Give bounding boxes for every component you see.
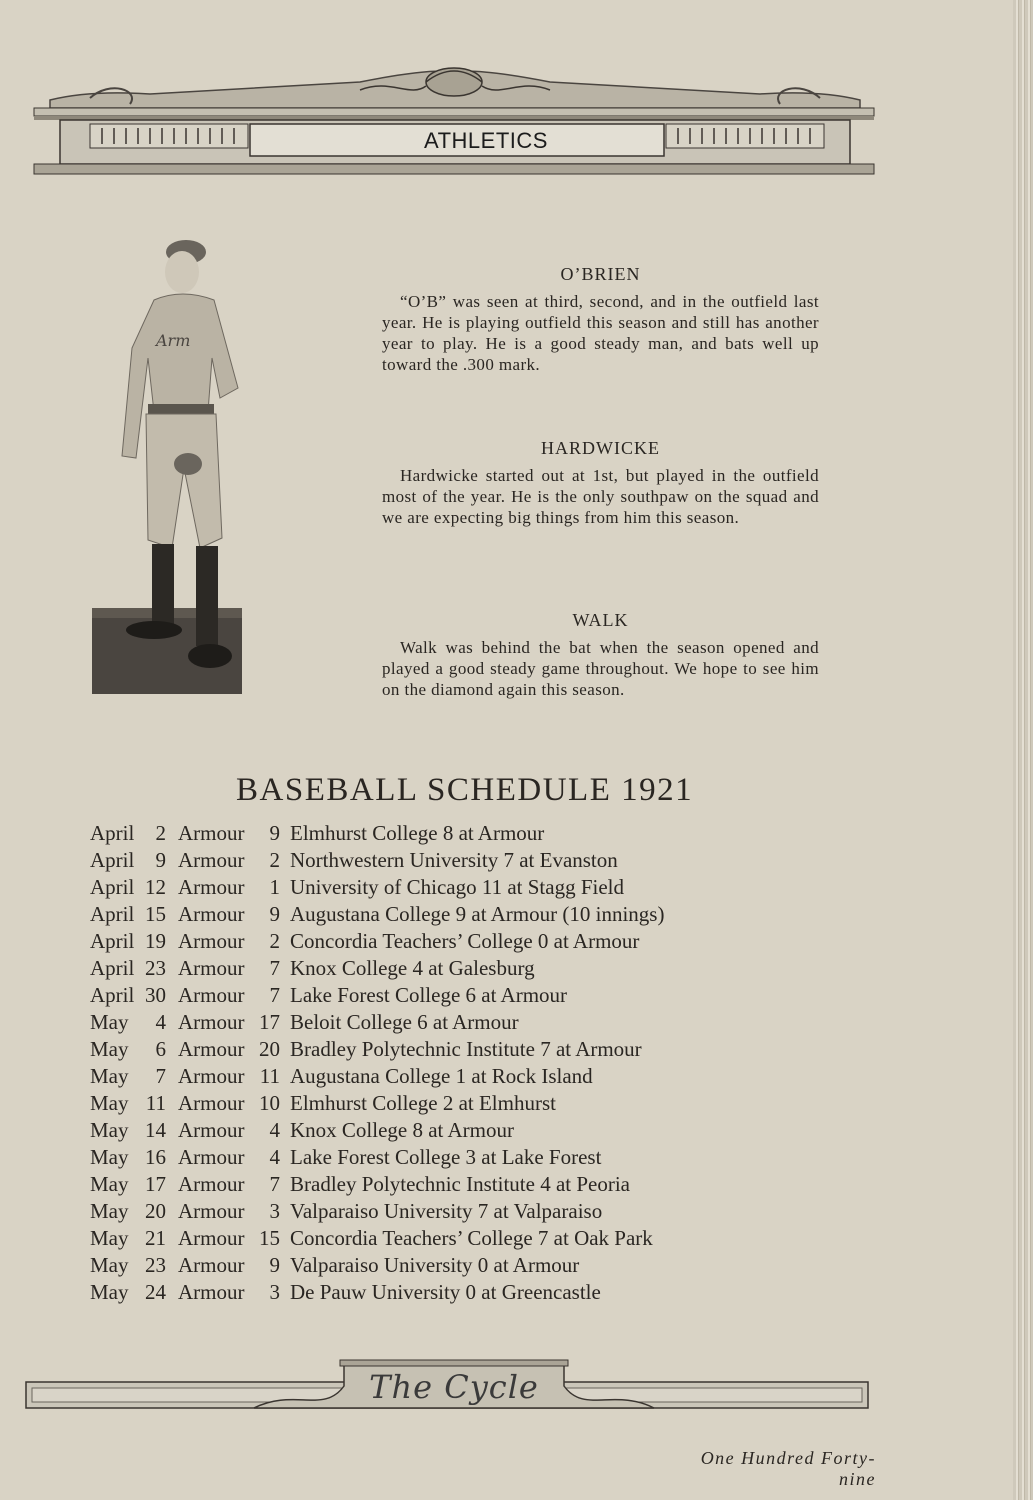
game-team: Armour	[178, 1037, 245, 1061]
game-result: Northwestern University 7 at Evanston	[290, 848, 618, 872]
game-result: Concordia Teachers’ College 7 at Oak Park	[290, 1226, 653, 1250]
game-score: 4	[269, 1118, 280, 1142]
footer-ornament	[24, 1358, 870, 1420]
schedule-row	[90, 955, 750, 982]
game-month: May	[90, 1280, 129, 1304]
game-month: May	[90, 1199, 129, 1223]
game-team: Armour	[178, 1118, 245, 1142]
game-result: Augustana College 1 at Rock Island	[290, 1064, 593, 1088]
game-day: 9	[155, 848, 166, 872]
game-team: Armour	[178, 1280, 245, 1304]
game-month: April	[90, 956, 135, 980]
game-month: May	[90, 1118, 129, 1142]
game-result: Lake Forest College 3 at Lake Forest	[290, 1145, 602, 1169]
game-score: 9	[269, 902, 280, 926]
schedule-row	[90, 1171, 750, 1198]
game-team: Armour	[178, 983, 245, 1007]
section-title: ATHLETICS	[424, 128, 548, 153]
game-month: May	[90, 1145, 129, 1169]
game-day: 7	[155, 1064, 166, 1088]
game-team: Armour	[178, 1199, 245, 1223]
bio-hardwicke	[382, 438, 819, 528]
game-score: 1	[269, 875, 280, 899]
bio-text: Hardwicke started out at 1st, but played in the outfield most of the year. He is the only southpaw on the squad and we are expecting big things from him this season.	[382, 466, 819, 527]
game-result: Valparaiso University 0 at Armour	[290, 1253, 580, 1277]
player-photo	[92, 228, 242, 694]
game-result: Elmhurst College 8 at Armour	[290, 821, 545, 845]
game-month: May	[90, 1253, 129, 1277]
game-result: Knox College 4 at Galesburg	[290, 956, 535, 980]
game-team: Armour	[178, 1172, 245, 1196]
game-result: Valparaiso University 7 at Valparaiso	[290, 1199, 603, 1223]
game-team: Armour	[178, 1091, 245, 1115]
schedule-row	[90, 1117, 750, 1144]
page-number: One Hundred Forty-nine	[700, 1448, 876, 1489]
game-result: De Pauw University 0 at Greencastle	[290, 1280, 601, 1304]
game-result: Concordia Teachers’ College 0 at Armour	[290, 929, 640, 953]
schedule-title: BASEBALL SCHEDULE 1921	[236, 772, 694, 808]
game-score: 3	[269, 1280, 280, 1304]
bio-obrien	[382, 264, 819, 375]
schedule-row	[90, 1144, 750, 1171]
game-month: April	[90, 875, 135, 899]
bio-text: “O’B” was seen at third, second, and in the outfield last year. He is playing outfield this season and still has another year to play. He is a good steady man, and bats well up toward the .300 mark.	[382, 292, 819, 374]
game-team: Armour	[178, 929, 245, 953]
game-month: April	[90, 929, 135, 953]
game-month: April	[90, 821, 135, 845]
game-day: 6	[155, 1037, 166, 1061]
game-month: May	[90, 1172, 129, 1196]
game-team: Armour	[178, 1145, 245, 1169]
game-score: 9	[269, 1253, 280, 1277]
game-day: 4	[155, 1010, 166, 1034]
game-day: 19	[145, 929, 166, 953]
game-day: 21	[145, 1226, 166, 1250]
game-day: 15	[145, 902, 166, 926]
game-month: April	[90, 983, 135, 1007]
cycle-logo: The Cycle	[369, 1368, 539, 1406]
header-ornament	[30, 60, 878, 180]
game-result: University of Chicago 11 at Stagg Field	[290, 875, 625, 899]
game-day: 23	[145, 956, 166, 980]
game-day: 23	[145, 1253, 166, 1277]
schedule-row	[90, 982, 750, 1009]
game-score: 11	[259, 1064, 280, 1088]
schedule-row	[90, 901, 750, 928]
schedule-row	[90, 1225, 750, 1252]
game-team: Armour	[178, 1226, 245, 1250]
game-score: 2	[269, 848, 280, 872]
svg-text:Arm: Arm	[156, 331, 191, 350]
schedule-row	[90, 1036, 750, 1063]
game-month: May	[90, 1010, 129, 1034]
game-score: 20	[259, 1037, 280, 1061]
bio-name: WALK	[572, 610, 629, 630]
game-team: Armour	[178, 902, 245, 926]
schedule-row	[90, 928, 750, 955]
bio-text: Walk was behind the bat when the season opened and played a good steady game throughout. We hope to see him on the diamond again this season.	[382, 638, 819, 699]
game-score: 7	[269, 1172, 280, 1196]
game-result: Knox College 8 at Armour	[290, 1118, 514, 1142]
game-day: 16	[145, 1145, 166, 1169]
game-team: Armour	[178, 875, 245, 899]
game-month: May	[90, 1091, 129, 1115]
bio-name: HARDWICKE	[541, 438, 660, 458]
game-score: 10	[259, 1091, 280, 1115]
game-team: Armour	[178, 821, 245, 845]
game-result: Augustana College 9 at Armour (10 innings)	[290, 902, 665, 926]
game-day: 20	[145, 1199, 166, 1223]
schedule-row	[90, 1198, 750, 1225]
schedule-list	[90, 820, 750, 1306]
game-score: 4	[269, 1145, 280, 1169]
game-month: May	[90, 1226, 129, 1250]
schedule-row	[90, 1279, 750, 1306]
game-score: 17	[259, 1010, 280, 1034]
game-day: 2	[155, 821, 166, 845]
schedule-row	[90, 820, 750, 847]
game-month: April	[90, 848, 135, 872]
game-result: Bradley Polytechnic Institute 7 at Armour	[290, 1037, 642, 1061]
game-result: Beloit College 6 at Armour	[290, 1010, 519, 1034]
game-month: May	[90, 1064, 129, 1088]
page-edge	[1013, 0, 1033, 1500]
game-score: 3	[269, 1199, 280, 1223]
game-result: Lake Forest College 6 at Armour	[290, 983, 568, 1007]
game-day: 30	[145, 983, 166, 1007]
game-team: Armour	[178, 1253, 245, 1277]
game-day: 11	[145, 1091, 166, 1115]
game-score: 15	[259, 1226, 280, 1250]
schedule-row	[90, 1063, 750, 1090]
schedule-row	[90, 1090, 750, 1117]
bio-walk	[382, 610, 819, 700]
game-day: 12	[145, 875, 166, 899]
game-month: April	[90, 902, 135, 926]
game-score: 7	[269, 956, 280, 980]
ornamental-header	[30, 60, 878, 180]
game-score: 2	[269, 929, 280, 953]
schedule-row	[90, 847, 750, 874]
schedule-row	[90, 874, 750, 901]
game-team: Armour	[178, 1064, 245, 1088]
bio-name: O’BRIEN	[560, 264, 641, 284]
game-day: 17	[145, 1172, 166, 1196]
game-team: Armour	[178, 848, 245, 872]
game-result: Bradley Polytechnic Institute 4 at Peoria	[290, 1172, 630, 1196]
game-team: Armour	[178, 1010, 245, 1034]
game-month: May	[90, 1037, 129, 1061]
game-score: 9	[269, 821, 280, 845]
game-result: Elmhurst College 2 at Elmhurst	[290, 1091, 556, 1115]
schedule-row	[90, 1252, 750, 1279]
game-day: 14	[145, 1118, 166, 1142]
game-team: Armour	[178, 956, 245, 980]
game-day: 24	[145, 1280, 166, 1304]
schedule-row	[90, 1009, 750, 1036]
game-score: 7	[269, 983, 280, 1007]
